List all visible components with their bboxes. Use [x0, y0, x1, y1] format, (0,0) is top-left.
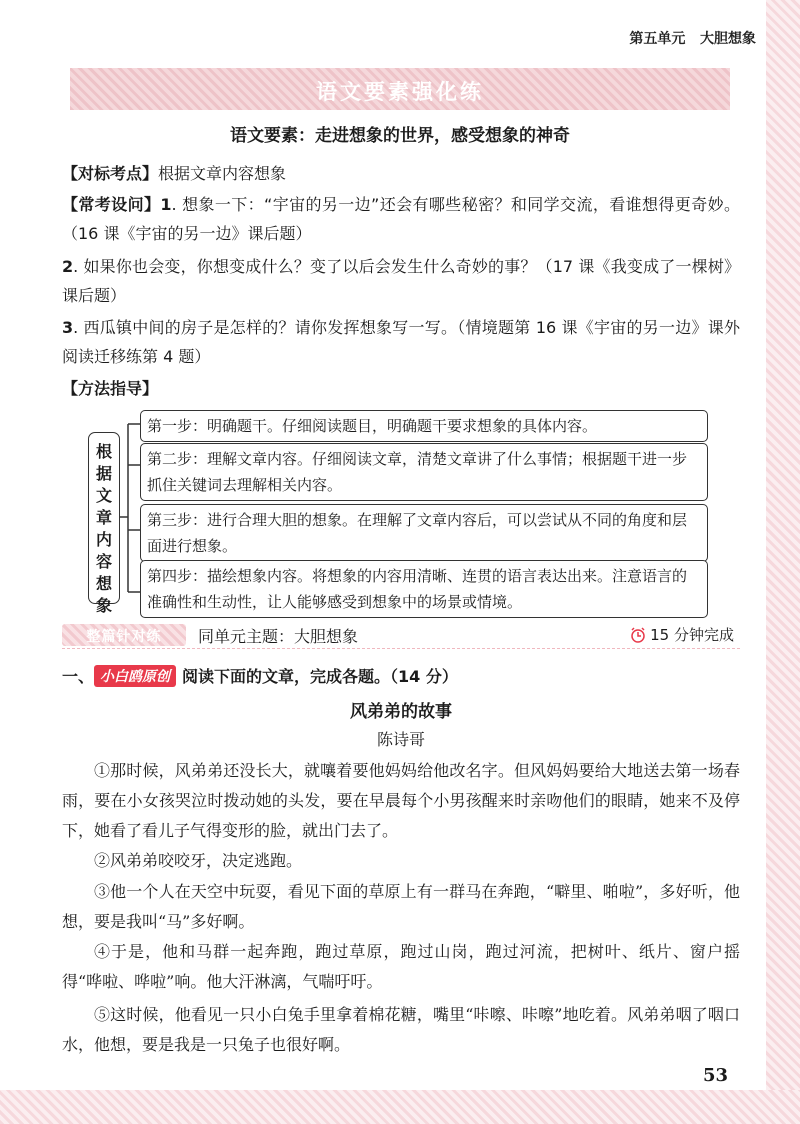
- reading-heading: [62, 664, 458, 687]
- method-step-2: 第二步：理解文章内容。仔细阅读文章，清楚文章讲了什么事情；根据题干进一步抓住关键词去理解相关内容。: [140, 443, 708, 501]
- method-step-3: 第三步：进行合理大胆的想象。在理解了文章内容后，可以尝试从不同的角度和层面进行想象。: [140, 504, 708, 562]
- vertical-label-char: 文: [95, 486, 112, 505]
- q1-text: . 想象一下：“宇宙的另一边”还会有哪些秘密？和同学交流，看谁想得更奇妙。（16 课《宇宙的另一边》课后题）: [62, 195, 740, 243]
- vertical-label-char: 内: [95, 530, 112, 549]
- timer-text: 15 分钟完成: [650, 626, 734, 644]
- reading-instruction: 阅读下面的文章，完成各题。（14 分）: [182, 667, 458, 686]
- unit-theme: 大胆想象: [700, 31, 756, 47]
- story-paragraph-2: ②风弟弟咬咬牙，决定逃跑。: [94, 851, 303, 870]
- practice-tag: [62, 624, 186, 646]
- banner-title: 语文要素强化练: [316, 80, 484, 104]
- unit-label: 第五单元: [629, 31, 686, 47]
- practice-theme: 同单元主题：大胆想象: [198, 627, 359, 646]
- q2-text: . 如果你也会变，你想变成什么？变了以后会发生什么奇妙的事？（17 课《我变成了一棵树》课后题）: [62, 257, 740, 305]
- vertical-label-char: 想: [95, 574, 112, 593]
- story-title: 风弟弟的故事: [350, 702, 452, 722]
- q3-text: . 西瓜镇中间的房子是怎样的？请你发挥想象写一写。（情境题第 16 课《宇宙的另一边》课外阅读迁移练第 4 题）: [62, 318, 740, 366]
- page-number: 53: [702, 1065, 728, 1086]
- element-subtitle: 语文要素：走进想象的世界，感受想象的神奇: [230, 126, 570, 146]
- target-label: 【对标考点】: [62, 164, 159, 183]
- vertical-label-char: 容: [95, 552, 112, 571]
- questions-label: 【常考设问】: [62, 195, 161, 214]
- story-paragraph-4: ④于是，他和马群一起奔跑，跑过草原，跑过山岗，跑过河流，把树叶、纸片、窗户摇得“哗啦、哗啦”响。他大汗淋漓，气喘吁吁。: [62, 942, 740, 991]
- q3-number: 3: [62, 318, 74, 337]
- original-tag: 小白鸥原创: [94, 665, 176, 687]
- timer: [630, 624, 734, 645]
- q2-number: 2: [62, 257, 74, 276]
- method-vertical-label: [88, 432, 120, 615]
- vertical-label-char: 根: [95, 442, 112, 461]
- story-author: 陈诗哥: [376, 730, 425, 749]
- practice-bar: [62, 620, 740, 649]
- vertical-label-char: 象: [95, 596, 112, 615]
- q1-number: 1: [160, 195, 172, 214]
- story-paragraph-5: ⑤这时候，他看见一只小白兔手里拿着棉花糖，嘴里“咔嚓、咔嚓”地吃着。风弟弟咽了咽口水，他想，要是我是一只兔子也很好啊。: [62, 1005, 740, 1054]
- story-paragraph-3: ③他一个人在天空中玩耍，看见下面的草原上有一群马在奔跑，“噼里、啪啦”，多好听，他想，要是我叫“马”多好啊。: [62, 882, 740, 931]
- method-step-4: 第四步：描绘想象内容。将想象的内容用清晰、连贯的语言表达出来。注意语言的准确性和生动性，让人能够感受到想象中的场景或情境。: [140, 560, 708, 618]
- vertical-label-text: [89, 441, 119, 617]
- target-text: 根据文章内容想象: [158, 164, 287, 183]
- method-label: 【方法指导】: [62, 379, 159, 398]
- vertical-label-char: 章: [95, 508, 112, 527]
- method-step-1: 第一步：明确题干。仔细阅读题目，明确题干要求想象的具体内容。: [140, 410, 708, 442]
- story-paragraph-1: ①那时候，风弟弟还没长大，就嚷着要他妈妈给他改名字。但风妈妈要给大地送去第一场春雨，要在小女孩哭泣时拨动她的头发，要在早晨每个小男孩醒来时亲吻他们的眼睛，她来不及停下，她看了看儿子气得变形的脸，就出门去了。: [62, 761, 740, 840]
- practice-tag-text: 整篇针对练: [86, 629, 162, 645]
- clock-icon: [630, 627, 646, 643]
- reading-number: 一、: [62, 667, 95, 686]
- vertical-label-char: 据: [95, 464, 112, 483]
